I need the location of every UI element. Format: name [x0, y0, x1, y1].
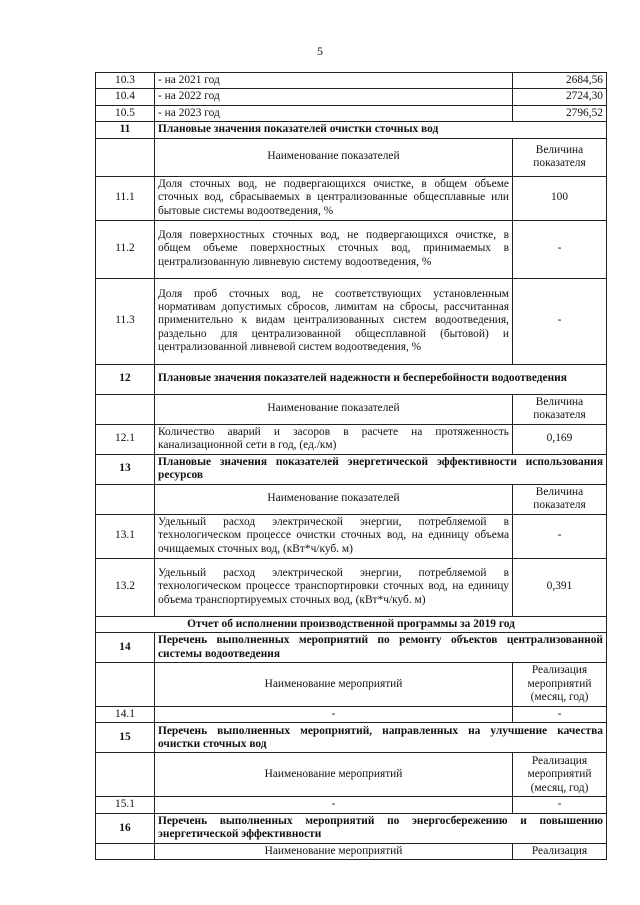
section-title: Перечень выполненных мероприятий по энергосбережению и повышению энергетической эффективности: [155, 813, 607, 843]
row-value: -: [513, 797, 607, 813]
row-text: -: [155, 797, 513, 813]
page-number: 5: [317, 44, 323, 58]
row-number: 11.1: [96, 176, 155, 220]
row-text: Доля сточных вод, не подвергающихся очистке, в общем объеме сточных вод, сбрасываемых в централизованные общесплавные или бытовые системы водоотведения, %: [155, 176, 513, 220]
table-row: [96, 89, 607, 105]
section-number: 15: [96, 723, 155, 753]
column-header-name: Наименование показателей: [155, 138, 513, 176]
row-value: 2684,56: [513, 73, 607, 89]
column-header-row: [96, 138, 607, 176]
program-table: [95, 72, 607, 860]
column-header-row: [96, 484, 607, 514]
section-title: Плановые значения показателей надежности и бесперебойности водоотведения: [155, 364, 607, 394]
column-header-value: Величина показателя: [513, 484, 607, 514]
row-value: -: [513, 707, 607, 723]
row-number: 10.3: [96, 73, 155, 89]
row-label: - на 2023 год: [155, 105, 513, 121]
row-text: -: [155, 707, 513, 723]
section-number: 13: [96, 454, 155, 484]
table-row: [96, 424, 607, 454]
row-value: -: [513, 278, 607, 364]
table-row: [96, 220, 607, 278]
row-label: - на 2021 год: [155, 73, 513, 89]
column-header-name: Наименование мероприятий: [155, 753, 513, 797]
table-row: [96, 73, 607, 89]
column-header-row: [96, 753, 607, 797]
column-header-name: Наименование показателей: [155, 484, 513, 514]
section-title: Плановые значения показателей энергетической эффективности использования ресурсов: [155, 454, 607, 484]
section-number: 11: [96, 122, 155, 138]
row-text: Удельный расход электрической энергии, потребляемой в технологическом процессе транспортировки сточных вод, на единицу объема транспортируемых сточных вод, (кВт*ч/куб. м): [155, 558, 513, 616]
row-number: 11.2: [96, 220, 155, 278]
row-value: 2796,52: [513, 105, 607, 121]
table-row: [96, 176, 607, 220]
column-header-value: Величина показателя: [513, 394, 607, 424]
column-header-name: Наименование мероприятий: [155, 663, 513, 707]
column-header-name: Наименование мероприятий: [155, 843, 513, 859]
row-number: 10.5: [96, 105, 155, 121]
row-number: 12.1: [96, 424, 155, 454]
row-text: Доля проб сточных вод, не соответствующих установленным нормативам допустимых сбросов, лимитам на сбросы, рассчитанная применительно к видам централизованных систем водоотведения, раздельно для централизованной общесплавной (бытовой) и централизованной ливневой систем водоотведения, %: [155, 278, 513, 364]
row-value: 100: [513, 176, 607, 220]
section-header-row: [96, 813, 607, 843]
section-title: Перечень выполненных мероприятий по ремонту объектов централизованной системы водоотведения: [155, 633, 607, 663]
section-header-row: [96, 122, 607, 138]
table-row: [96, 558, 607, 616]
section-number: 12: [96, 364, 155, 394]
row-value: -: [513, 514, 607, 558]
row-number: 10.4: [96, 89, 155, 105]
column-header-value: Реализация мероприятий (месяц, год): [513, 663, 607, 707]
row-number: 13.2: [96, 558, 155, 616]
column-header-value: Реализация мероприятий (месяц, год): [513, 753, 607, 797]
row-text: Доля поверхностных сточных вод, не подвергающихся очистке, в общем объеме поверхностных сточных вод, принимаемых в централизованную ливневую систему водоотведения, %: [155, 220, 513, 278]
section-header-row: [96, 364, 607, 394]
section-header-row: [96, 723, 607, 753]
row-number: 11.3: [96, 278, 155, 364]
column-header-row: [96, 843, 607, 859]
section-header-row: [96, 454, 607, 484]
row-number: 15.1: [96, 797, 155, 813]
section-number: 16: [96, 813, 155, 843]
row-number: 13.1: [96, 514, 155, 558]
report-heading-row: [96, 616, 607, 632]
row-value: 2724,30: [513, 89, 607, 105]
row-text: Удельный расход электрической энергии, потребляемой в технологическом процессе очистки сточных вод, на единицу объема очищаемых сточных вод, (кВт*ч/куб. м): [155, 514, 513, 558]
table-row: [96, 514, 607, 558]
row-value: 0,169: [513, 424, 607, 454]
report-title: Отчет об исполнении производственной программы за 2019 год: [96, 616, 607, 632]
row-number: 14.1: [96, 707, 155, 723]
section-header-row: [96, 633, 607, 663]
column-header-value: Величина показателя: [513, 138, 607, 176]
table-row: [96, 707, 607, 723]
column-header-row: [96, 663, 607, 707]
table-row: [96, 797, 607, 813]
row-value: -: [513, 220, 607, 278]
row-value: 0,391: [513, 558, 607, 616]
row-label: - на 2022 год: [155, 89, 513, 105]
section-title: Плановые значения показателей очистки сточных вод: [155, 122, 607, 138]
column-header-name: Наименование показателей: [155, 394, 513, 424]
column-header-value: Реализация: [513, 843, 607, 859]
table-row: [96, 278, 607, 364]
row-text: Количество аварий и засоров в расчете на протяженность канализационной сети в год, (ед./км): [155, 424, 513, 454]
column-header-row: [96, 394, 607, 424]
section-title: Перечень выполненных мероприятий, направленных на улучшение качества очистки сточных вод: [155, 723, 607, 753]
table-row: [96, 105, 607, 121]
section-number: 14: [96, 633, 155, 663]
